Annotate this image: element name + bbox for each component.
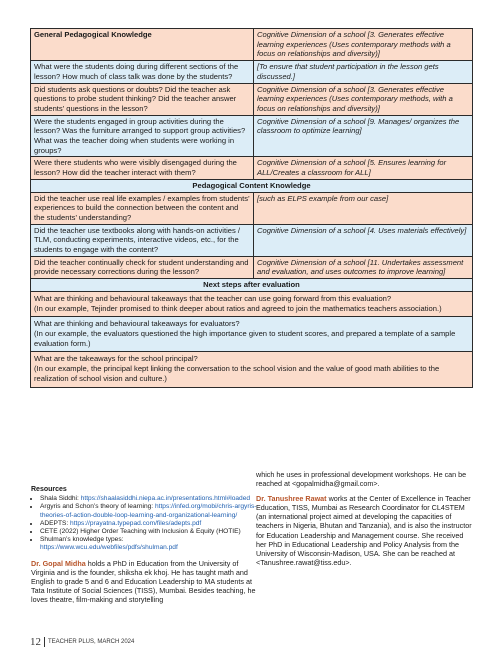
- table-row: [31, 61, 473, 83]
- publication-name: TEACHER PLUS, MARCH 2024: [48, 639, 135, 645]
- table-cell: Did the teacher use real life examples / examples from students’ experiences to build the connection between the content and the students’ understanding?: [31, 192, 254, 224]
- table-cell: Were there students who were visibly disengaged during the lesson? How did the teacher interact with them?: [31, 157, 254, 179]
- row-text: What are thinking and behavioural takeaways for evaluators? (In our example, the evaluators questioned the high importance given to student scores, and prepared a template of a sample evaluation form.): [34, 319, 456, 348]
- table-row: [31, 179, 473, 192]
- author-name: Dr. Gopal Midha: [31, 558, 86, 568]
- table-cell: Cognitive Dimension of a school [3. Generates effective learning experiences (Uses contemporary methods with a focus on relationships and diversity)]: [254, 29, 473, 61]
- section-heading: Pedagogical Content Knowledge: [31, 179, 473, 192]
- resource-link[interactable]: https://www.wcu.edu/webfiles/pdfs/shulman.pdf: [40, 544, 178, 552]
- table-row: [31, 115, 473, 157]
- list-item: • Argyris and Schon’s theory of learning: https://infed.org/mobi/chris-argyris-theories-of-action-double-loop-learning-and-organizational-learning/: [40, 503, 259, 519]
- row-text: What are thinking and behavioural takeaways that the teacher can use going forward from this evaluation? (In our example, Tejinder promised to think deeper about ratios and agreed to join the mathematics teachers association.): [34, 293, 442, 313]
- section-heading: Next steps after evaluation: [31, 279, 473, 292]
- table-cell: What were the students doing during different sections of the lesson? How much of class talk was done by the students?: [31, 61, 254, 83]
- table-cell: Did the teacher continually check for student understanding and provide necessary corrections during the lesson?: [31, 256, 254, 278]
- table-row: [31, 352, 473, 387]
- list-item: • Shala Siddhi: https://shaalasiddhi.niepa.ac.in/presentations.html#loaded: [40, 495, 259, 503]
- table-cell: [31, 317, 473, 352]
- table-row: [31, 83, 473, 115]
- list-item: • ADEPTS: https://prayatna.typepad.com/files/adepts.pdf: [40, 520, 259, 528]
- table-cell: Cognitive Dimension of a school [5. Ensures learning for ALL/Creates a classroom for ALL]: [254, 157, 473, 179]
- table-row: [31, 192, 473, 224]
- resource-link[interactable]: https://prayatna.typepad.com/files/adepts.pdf: [70, 519, 202, 527]
- section-heading: General Pedagogical Knowledge: [31, 29, 254, 61]
- author-name: Dr. Tanushree Rawat: [256, 494, 327, 504]
- left-column: [31, 485, 259, 604]
- table-row: [31, 224, 473, 256]
- table-cell: Cognitive Dimension of a school [11. Undertakes assessment and evaluation, and uses outcomes to improve learning]: [254, 256, 473, 278]
- table-cell: Did the teacher use textbooks along with hands-on activities / TLM, conducting experiments, interactive videos, etc., for the students to engage with the content?: [31, 224, 254, 256]
- evaluation-table: [30, 28, 473, 388]
- bio-text: works at the Center of Excellence in Teacher Education, TISS, Mumbai as Research Coordinator for CL4STEM (an international project aimed at developing the capacities of teachers in Nigeria, Bhutan and Tanzania), and is also the instructor for Education Leadership and Management course. She received her PhD in Educational Leadership and Policy Analysis from the University of Wisconsin-Madison, USA. She can be reached at <Tanushree.rawat@tiss.edu>.: [256, 494, 472, 567]
- resource-link[interactable]: https://infed.org/mobi/chris-argyris-theories-of-action-double-loop-learning-and-organizational-learning/: [40, 503, 257, 519]
- table-cell: Were the students engaged in group activities during the lesson? Was the furniture arranged to support group activities? What was the teacher doing when students were working in groups?: [31, 115, 254, 157]
- resource-link[interactable]: https://shaalasiddhi.niepa.ac.in/presentations.html#loaded: [80, 495, 251, 503]
- page-number: 12: [30, 636, 41, 648]
- table-row: [31, 256, 473, 278]
- page-footer: [30, 636, 134, 648]
- resources-list: [31, 495, 259, 552]
- bio-text: holds a PhD in Education from the University of Virginia and is the founder, shiksha ek khoj. He has taught math and English to grade 5 and 6 and Education Leadership to MA students at Tata Institute of Social Sciences (TISS), Mumbai. Besides teaching, he loves theatre, film-making and storytelling: [31, 558, 256, 604]
- table-row: [31, 29, 473, 61]
- table-cell: [To ensure that student participation in the lesson gets discussed.]: [254, 61, 473, 83]
- table-row: [31, 317, 473, 352]
- table-cell: Cognitive Dimension of a school [3. Generates effective learning experiences (Uses contemporary methods, with a focus on relationships and diversity)]: [254, 83, 473, 115]
- table-cell: Did students ask questions or doubts? Did the teacher ask questions to probe student thinking? Did the teacher answer students’ questions in the lesson?: [31, 83, 254, 115]
- table-cell: [31, 352, 473, 387]
- list-item: • Shulman’s knowledge types: https://www.wcu.edu/webfiles/pdfs/shulman.pdf: [40, 536, 259, 552]
- resources-title: Resources: [31, 486, 67, 493]
- table-cell: Cognitive Dimension of a school [4. Uses materials effectively]: [254, 224, 473, 256]
- bio-rawat: [256, 494, 474, 567]
- table-cell: [31, 291, 473, 316]
- table-cell: [such as ELPS example from our case]: [254, 192, 473, 224]
- bio-midha-continued: which he uses in professional development workshops. He can be reached at <gopalmidha@gmail.com>.: [256, 470, 467, 489]
- table-row: [31, 279, 473, 292]
- bio-midha: [31, 559, 259, 604]
- row-text: What are the takeaways for the school principal? (In our example, the principal kept linking the conversation to the school vision and the value of good math abilities to the realization of school vision and culture.): [34, 354, 440, 383]
- right-column: [256, 470, 474, 567]
- list-item: • CETE (2022) Higher Order Teaching with Inclusion & Equity (HOTIE): [40, 528, 259, 536]
- footer-divider: [44, 637, 45, 647]
- table-cell: Cognitive Dimension of a school [9. Manages/ organizes the classroom to optimize learning]: [254, 115, 473, 157]
- table-row: [31, 157, 473, 179]
- table-row: [31, 291, 473, 316]
